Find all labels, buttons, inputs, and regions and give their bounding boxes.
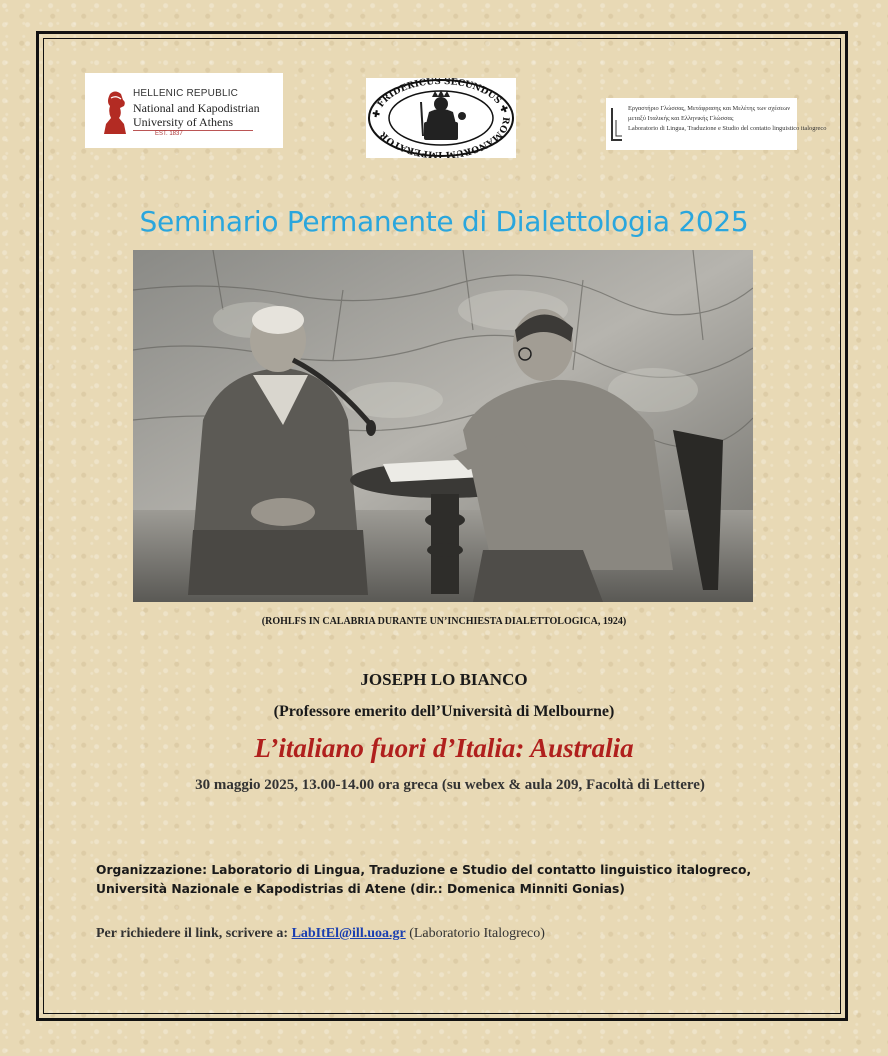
university-logo: [85, 73, 283, 148]
lab-line-2: μεταξύ Ιταλικής και Ελληνικής Γλώσσας: [628, 115, 734, 122]
seminar-title: Seminario Permanente di Dialettologia 2025: [139, 205, 749, 238]
athena-bust-icon: [102, 90, 128, 134]
imperial-seal-icon: [366, 78, 516, 158]
uoa-line-1: HELLENIC REPUBLIC: [133, 88, 239, 99]
university-seal: [366, 78, 516, 158]
link-request-prefix: Per richiedere il link, scrivere a:: [96, 926, 292, 941]
uoa-line-2: National and Kapodistrian: [133, 101, 260, 115]
link-request: [96, 926, 545, 942]
organization-line-2: Università Nazionale e Kapodistrias di Atene (dir.: Domenica Minniti Gonias): [96, 882, 625, 896]
lab-text: [628, 104, 826, 134]
speaker-name: JOSEPH LO BIANCO: [360, 670, 528, 689]
organization-info: [96, 861, 751, 899]
seal-ring-text: ✚ FRIDERICUS SECUNDUS ✚ ROMANORUM IMPERATOR: [371, 78, 511, 158]
lab-line-1: Εργαστήριο Γλώσσας, Μετάφρασης και Μελέτης των σχέσεων: [628, 105, 791, 112]
lab-monogram-icon: [610, 106, 624, 142]
email-link[interactable]: LabItEl@ill.uoa.gr: [291, 926, 406, 941]
lab-line-3: Laboratorio di Lingua, Traduzione e Studio del contatto linguistico italogreco: [628, 125, 827, 132]
date-time-venue: 30 maggio 2025, 13.00-14.00 ora greca (su webex & aula 209, Facoltà di Lettere): [195, 777, 705, 793]
link-request-suffix: (Laboratorio Italogreco): [405, 926, 545, 941]
uoa-line-3: University of Athens: [133, 115, 233, 129]
photo-caption: (ROHLFS IN CALABRIA DURANTE UN’INCHIESTA DIALETTOLOGICA, 1924): [261, 616, 627, 627]
uoa-established: EST. 1837: [155, 131, 183, 137]
talk-title: L’italiano fuori d’Italia: Australia: [254, 733, 634, 763]
laboratory-logo: [606, 98, 827, 150]
historical-photo: [133, 250, 753, 602]
uoa-divider: [133, 130, 253, 131]
organization-line-1: Organizzazione: Laboratorio di Lingua, Traduzione e Studio del contatto linguistico italogreco,: [96, 863, 752, 877]
speaker-affiliation: (Professore emerito dell’Università di Melbourne): [273, 703, 615, 720]
